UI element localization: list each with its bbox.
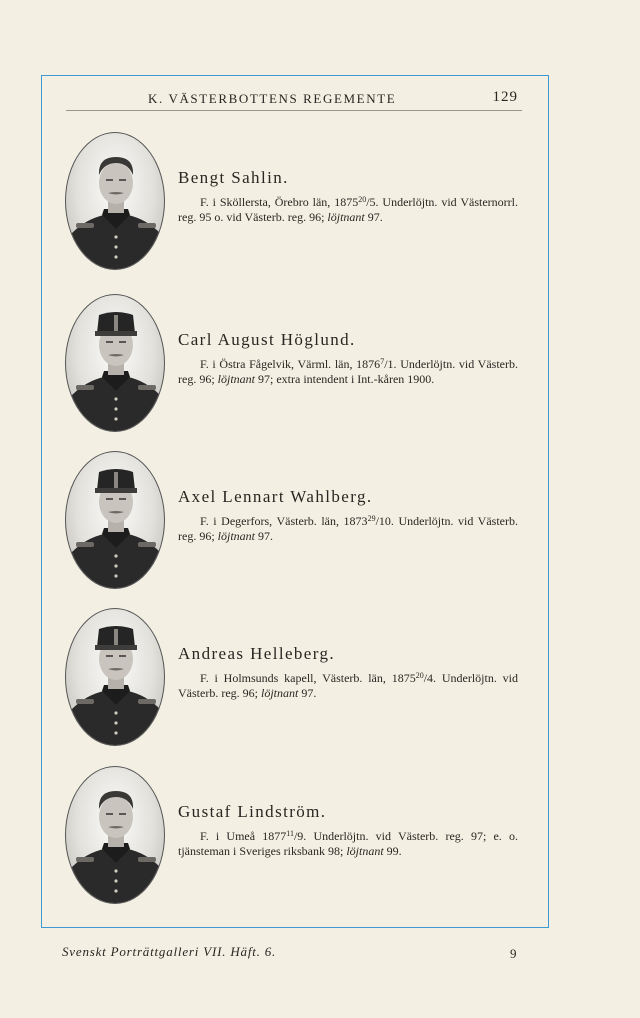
officer-silhouette — [66, 609, 165, 746]
portrait-entry — [62, 294, 532, 436]
entry-text — [178, 168, 518, 225]
person-name: Carl August Höglund. — [178, 330, 356, 349]
officer-silhouette — [66, 767, 165, 904]
page-number: 129 — [492, 89, 518, 105]
portrait-entry — [62, 766, 532, 908]
officer-silhouette — [66, 133, 165, 270]
person-bio: F. i Östra Fågelvik, Värml. län, 1876$^7$/1. Underlöjtn. vid Västerb. reg. 96; löjtnant 97; extra intendent i Int.-kåren 1900. — [178, 357, 518, 386]
portrait-entry — [62, 132, 532, 274]
running-header — [66, 89, 522, 111]
person-name: Gustaf Lindström. — [178, 802, 327, 821]
portrait-photo — [65, 294, 165, 432]
person-bio: F. i Sköllersta, Örebro län, 1875$^{20}$/5. Underlöjtn. vid Västernorrl. reg. 95 o. vid Västerb. reg. 96; löjtnant 97. — [178, 195, 518, 224]
portrait-photo — [65, 132, 165, 270]
person-bio: F. i Holmsunds kapell, Västerb. län, 1875$^{20}$/4. Underlöjtn. vid Västerb. reg. 96; löjtnant 97. — [178, 671, 518, 700]
portrait-photo — [65, 766, 165, 904]
portrait-entry — [62, 608, 532, 750]
portrait-entry — [62, 451, 532, 593]
entry-text — [178, 330, 518, 387]
person-bio: F. i Umeå 1877$^{11}$/9. Underlöjtn. vid Västerb. reg. 97; e. o. tjänsteman i Sveriges riksbank 98; löjtnant 99. — [178, 829, 518, 858]
footer-publication: Svenskt Porträttgalleri VII. Häft. 6. — [62, 944, 277, 959]
person-bio: F. i Degerfors, Västerb. län, 1873$^{29}$/10. Underlöjtn. vid Västerb. reg. 96; löjtnant 97. — [178, 514, 518, 543]
person-name: Bengt Sahlin. — [178, 168, 289, 187]
person-name: Andreas Helleberg. — [178, 644, 336, 663]
officer-silhouette — [66, 452, 165, 589]
entry-text — [178, 487, 518, 544]
entry-text — [178, 802, 518, 859]
person-name: Axel Lennart Wahlberg. — [178, 487, 373, 506]
footer-signature-number: 9 — [510, 946, 517, 961]
portrait-photo — [65, 608, 165, 746]
header-title: K. VÄSTERBOTTENS REGEMENTE — [148, 91, 397, 106]
officer-silhouette — [66, 295, 165, 432]
portrait-photo — [65, 451, 165, 589]
entry-text — [178, 644, 518, 701]
